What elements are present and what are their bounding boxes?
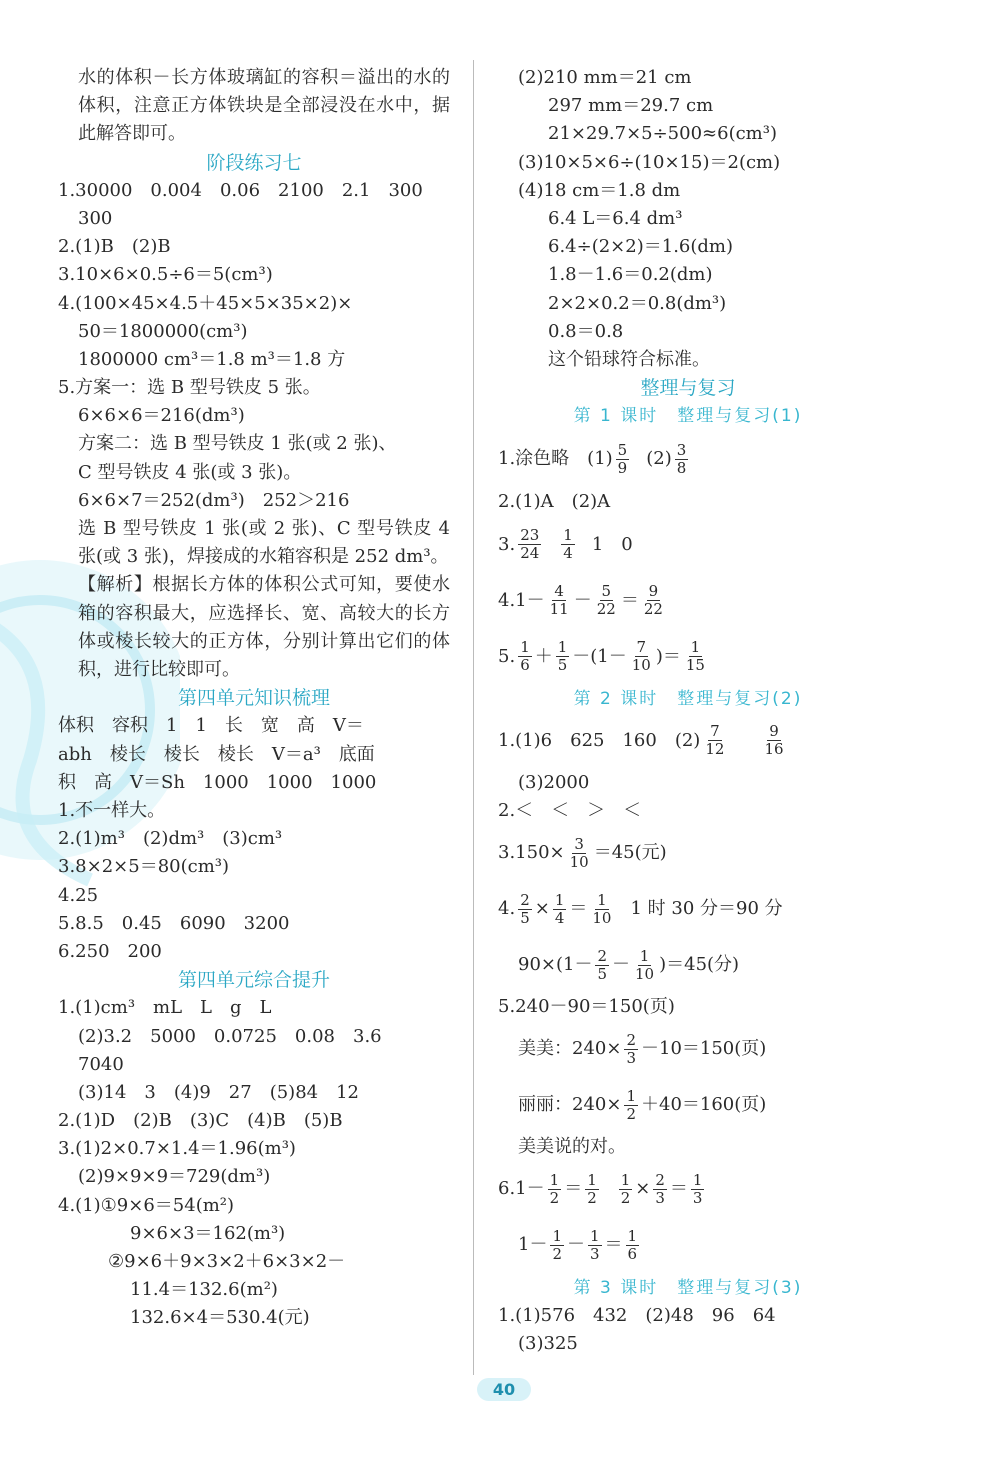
answer-line: 3.10×6×0.5÷6＝5(cm³)	[58, 264, 273, 286]
answer-text: 90×(1－	[518, 954, 593, 976]
answer-text: －(1－	[572, 645, 627, 667]
answer-text: 1 时 30 分＝90 分	[630, 898, 783, 920]
answer-text: (2)	[646, 448, 672, 470]
denominator: 10	[631, 656, 651, 675]
answer-line: (2)3.2 5000 0.0725 0.08 3.6	[78, 1025, 382, 1047]
operator: ＋	[534, 645, 553, 667]
denominator: 10	[569, 852, 589, 871]
denominator: 5	[520, 908, 530, 927]
answer-line: 6×6×7＝252(dm³) 252＞216	[78, 489, 350, 511]
answer-line: (3)2000	[518, 771, 590, 793]
answer-text: 1.(1)6 625 160 (2)	[498, 729, 701, 751]
continued-analysis: 水的体积－长方体玻璃缸的容积＝溢出的水的体积，注意正方体铁块是全部浸没在水中，据此解答即可。	[78, 67, 450, 145]
answer-text: 丽丽：240×	[518, 1094, 622, 1116]
answer-line: 4.(1)①9×6＝54(m²)	[58, 1194, 235, 1216]
denominator: 2	[626, 1104, 636, 1123]
answer-line: 6.4 L＝6.4 dm³	[548, 207, 683, 229]
answer-line: (2)9×9×9＝729(dm³)	[78, 1166, 271, 1188]
answer-text: －10＝150(页)	[641, 1038, 767, 1060]
heading-stage7: 阶段练习七	[206, 151, 302, 174]
numerator: 1	[597, 890, 607, 909]
fraction	[633, 948, 656, 983]
denominator: 22	[596, 600, 616, 619]
answer-line: 2×2×0.2＝0.8(dm³)	[548, 292, 727, 314]
answer-line: 积 高 V＝Sh 1000 1000 1000	[58, 771, 377, 793]
answer-line: (2)210 mm＝21 cm	[518, 67, 692, 88]
operator: ×	[635, 1178, 651, 1200]
answer-line: 297 mm＝29.7 cm	[548, 95, 714, 117]
numerator: 5	[601, 582, 612, 601]
answer-line: 21×29.7×5÷500≈6(cm³)	[548, 123, 777, 145]
answer-line: 方案二：选 B 型号铁皮 1 张(或 2 张)、	[78, 433, 397, 455]
operator: －	[612, 954, 631, 976]
numerator: 1	[639, 946, 650, 965]
fraction	[556, 639, 570, 674]
answer-line: 11.4＝132.6(m²)	[130, 1279, 278, 1301]
fraction	[630, 639, 653, 674]
numerator: 1	[549, 1171, 560, 1190]
operator: ＝	[620, 589, 639, 611]
fraction	[624, 1032, 638, 1067]
answer-text: )＝45(分)	[659, 954, 740, 976]
answer-line: ②9×6＋9×3×2＋6×3×2－	[108, 1251, 346, 1273]
answer-line: 1.(1)cm³ mL L g L	[58, 997, 272, 1019]
answer-line: 2.(1)A (2)A	[498, 491, 611, 513]
denominator: 15	[685, 656, 705, 675]
numerator: 1	[692, 1171, 703, 1190]
answer-text: 3.	[498, 533, 516, 555]
fraction	[585, 1172, 599, 1207]
page-number	[0, 1378, 1008, 1401]
answer-line: 1.30000 0.004 0.06 2100 2.1 300	[58, 179, 423, 201]
answer-line: 4.25	[58, 884, 99, 906]
lesson-heading: 第 2 课时 整理与复习(2)	[573, 688, 803, 709]
denominator: 9	[617, 458, 628, 477]
answer-line: 6×6×6＝216(dm³)	[78, 405, 245, 427]
denominator: 3	[626, 1048, 636, 1067]
numerator: 9	[769, 722, 779, 741]
answer-line: 2.(1)B (2)B	[58, 236, 171, 258]
analysis-paragraph: 【解析】根据长方体的体积公式可知，要使水箱的容积最大，应选择长、宽、高较大的长方体或棱长较大的正方体，分别计算出它们的体积，进行比较即可。	[78, 574, 450, 681]
answer-line: 300	[78, 207, 113, 229]
fraction	[595, 583, 618, 618]
denominator: 2	[620, 1189, 631, 1208]
denominator: 3	[590, 1245, 600, 1264]
numerator: 2	[655, 1171, 665, 1190]
numerator: 5	[617, 440, 628, 459]
answer-line: 4.(100×45×4.5＋45×5×35×2)×	[58, 292, 353, 314]
answer-line	[498, 937, 878, 993]
fraction	[684, 639, 707, 674]
answer-line: 美美说的对。	[518, 1136, 626, 1158]
answer-line: 1.不一样大。	[58, 800, 166, 822]
heading-unit4-comprehensive: 第四单元综合提升	[177, 969, 330, 992]
denominator: 10	[635, 964, 655, 983]
answer-line	[498, 629, 878, 685]
denominator: 3	[692, 1189, 703, 1208]
numerator: 1	[620, 1171, 631, 1190]
answer-line: (3)10×5×6÷(10×15)＝2(cm)	[518, 151, 781, 173]
answer-line: 132.6×4＝530.4(元)	[130, 1307, 310, 1329]
fraction	[624, 1088, 638, 1123]
numerator: 1	[554, 890, 565, 909]
answer-line: 1800000 cm³＝1.8 m³＝1.8 方	[78, 348, 346, 370]
denominator: 2	[549, 1189, 560, 1208]
answer-text: )＝	[655, 645, 681, 667]
denominator: 12	[705, 740, 725, 759]
operator: －	[573, 589, 592, 611]
right-column	[498, 64, 878, 1358]
answer-line: 1.8－1.6＝0.2(dm)	[548, 264, 713, 286]
answer-line	[498, 1218, 878, 1274]
answer-line: 3.(1)2×0.7×1.4＝1.96(m³)	[58, 1138, 296, 1160]
denominator: 16	[764, 740, 784, 759]
answer-line: 6.250 200	[58, 940, 162, 962]
operator: －	[567, 1234, 585, 1256]
answer-text: 6.1－	[498, 1178, 545, 1200]
page-number-badge: 40	[477, 1378, 531, 1401]
denominator: 24	[520, 544, 540, 563]
operator: ＝	[604, 1234, 623, 1256]
operator: ＝	[569, 898, 588, 920]
fraction	[616, 442, 630, 477]
answer-text: 美美：240×	[518, 1038, 622, 1060]
answer-text: 3.150×	[498, 842, 565, 864]
numerator: 7	[710, 722, 720, 741]
numerator: 1	[552, 1227, 562, 1246]
fraction	[595, 948, 609, 983]
answer-line: 2.＜ ＜ ＞ ＜	[498, 800, 642, 821]
numerator: 1	[557, 638, 568, 657]
fraction	[691, 1172, 705, 1207]
fraction	[590, 892, 613, 927]
answer-line	[498, 430, 878, 488]
denominator: 4	[554, 908, 565, 927]
answer-line: (3)325	[518, 1332, 578, 1354]
answer-text: 1 0	[591, 533, 633, 555]
answer-line	[498, 1162, 878, 1218]
denominator: 5	[557, 656, 568, 675]
numerator: 3	[574, 834, 584, 853]
numerator: 1	[690, 638, 701, 657]
numerator: 4	[554, 582, 564, 601]
operator: ×	[534, 898, 550, 920]
answer-text: 1－	[518, 1234, 548, 1256]
answer-text: 4.	[498, 898, 516, 920]
answer-line: abh 棱长 棱长 棱长 V＝a³ 底面	[58, 743, 375, 765]
answer-line: 9×6×3＝162(m³)	[130, 1222, 286, 1244]
answer-line: 0.8＝0.8	[548, 320, 624, 342]
denominator: 5	[597, 964, 608, 983]
denominator: 10	[592, 908, 612, 927]
answer-text: 5.	[498, 645, 516, 667]
answer-line: 7040	[78, 1053, 124, 1075]
answer-line: 这个铅球符合标准。	[548, 348, 710, 370]
numerator: 9	[648, 582, 659, 601]
answer-line	[498, 1077, 878, 1133]
fraction	[588, 1228, 602, 1263]
answer-line: 2.(1)D (2)B (3)C (4)B (5)B	[58, 1110, 343, 1132]
numerator: 7	[636, 638, 647, 657]
answer-text: ＋40＝160(页)	[641, 1094, 767, 1116]
fraction	[518, 892, 532, 927]
fraction	[548, 1172, 562, 1207]
operator: ＝	[564, 1178, 583, 1200]
answer-line: 5.240－90＝150(页)	[498, 996, 675, 1018]
fraction	[653, 1172, 667, 1207]
fraction	[675, 442, 689, 477]
denominator: 8	[676, 458, 687, 477]
fraction	[619, 1172, 633, 1207]
answer-line: 5.8.5 0.45 6090 3200	[58, 912, 290, 934]
denominator: 3	[655, 1189, 665, 1208]
fraction	[561, 527, 575, 562]
answer-line	[498, 713, 878, 769]
numerator: 1	[587, 1171, 597, 1190]
heading-unit4-knowledge: 第四单元知识梳理	[177, 687, 330, 710]
denominator: 22	[643, 600, 663, 619]
fraction	[553, 892, 567, 927]
denominator: 6	[627, 1245, 638, 1264]
answer-text: 4.1－	[498, 589, 545, 611]
answer-line: 1.(1)576 432 (2)48 96 64	[498, 1304, 776, 1326]
lesson-heading: 第 3 课时 整理与复习(3)	[573, 1277, 803, 1298]
numerator: 1	[520, 638, 530, 657]
denominator: 2	[587, 1189, 597, 1208]
numerator: 2	[520, 890, 530, 909]
column-divider	[473, 60, 474, 1375]
fraction	[518, 639, 532, 674]
answer-line: 体积 容积 1 1 长 宽 高 V＝	[58, 715, 364, 737]
numerator: 2	[626, 1030, 636, 1049]
fraction	[626, 1228, 640, 1263]
numerator: 1	[627, 1227, 638, 1246]
numerator: 1	[563, 526, 573, 545]
heading-review: 整理与复习	[640, 377, 736, 400]
denominator: 4	[563, 544, 573, 563]
answer-paragraph: 选 B 型号铁皮 1 张(或 2 张)、C 型号铁皮 4 张(或 3 张)，焊接成的水箱容积是 252 dm³。	[78, 518, 450, 568]
fraction	[550, 1228, 564, 1263]
answer-line	[498, 573, 878, 629]
denominator: 11	[549, 600, 569, 619]
answer-line: (3)14 3 (4)9 27 (5)84 12	[78, 1081, 360, 1103]
answer-line	[498, 825, 878, 881]
numerator: 3	[676, 440, 687, 459]
operator: ＝	[669, 1178, 688, 1200]
lesson-heading: 第 1 课时 整理与复习(1)	[573, 406, 803, 427]
fraction	[518, 527, 541, 562]
denominator: 2	[552, 1245, 562, 1264]
answer-line: 5.方案一：选 B 型号铁皮 5 张。	[58, 377, 321, 399]
answer-line: (4)18 cm＝1.8 dm	[518, 179, 681, 201]
numerator: 1	[626, 1086, 636, 1105]
numerator: 23	[520, 526, 540, 545]
answer-line: C 型号铁皮 4 张(或 3 张)。	[78, 461, 302, 483]
denominator: 6	[520, 656, 530, 675]
answer-text: ＝45(元)	[593, 842, 667, 864]
answer-line: 6.4÷(2×2)＝1.6(dm)	[548, 236, 734, 258]
answer-line: 3.8×2×5＝80(cm³)	[58, 856, 230, 878]
answer-line: 50＝1800000(cm³)	[78, 320, 248, 342]
answer-line: 2.(1)m³ (2)dm³ (3)cm³	[58, 828, 283, 850]
answer-line	[498, 517, 878, 573]
fraction	[548, 583, 571, 618]
numerator: 2	[597, 946, 608, 965]
numerator: 1	[590, 1227, 600, 1246]
answer-line	[498, 1021, 878, 1077]
fraction	[568, 836, 591, 871]
fraction	[703, 723, 726, 758]
answer-line	[498, 881, 878, 937]
fraction	[762, 723, 785, 758]
left-column	[58, 64, 450, 1333]
fraction	[642, 583, 665, 618]
answer-text: 1.涂色略 (1)	[498, 448, 613, 470]
